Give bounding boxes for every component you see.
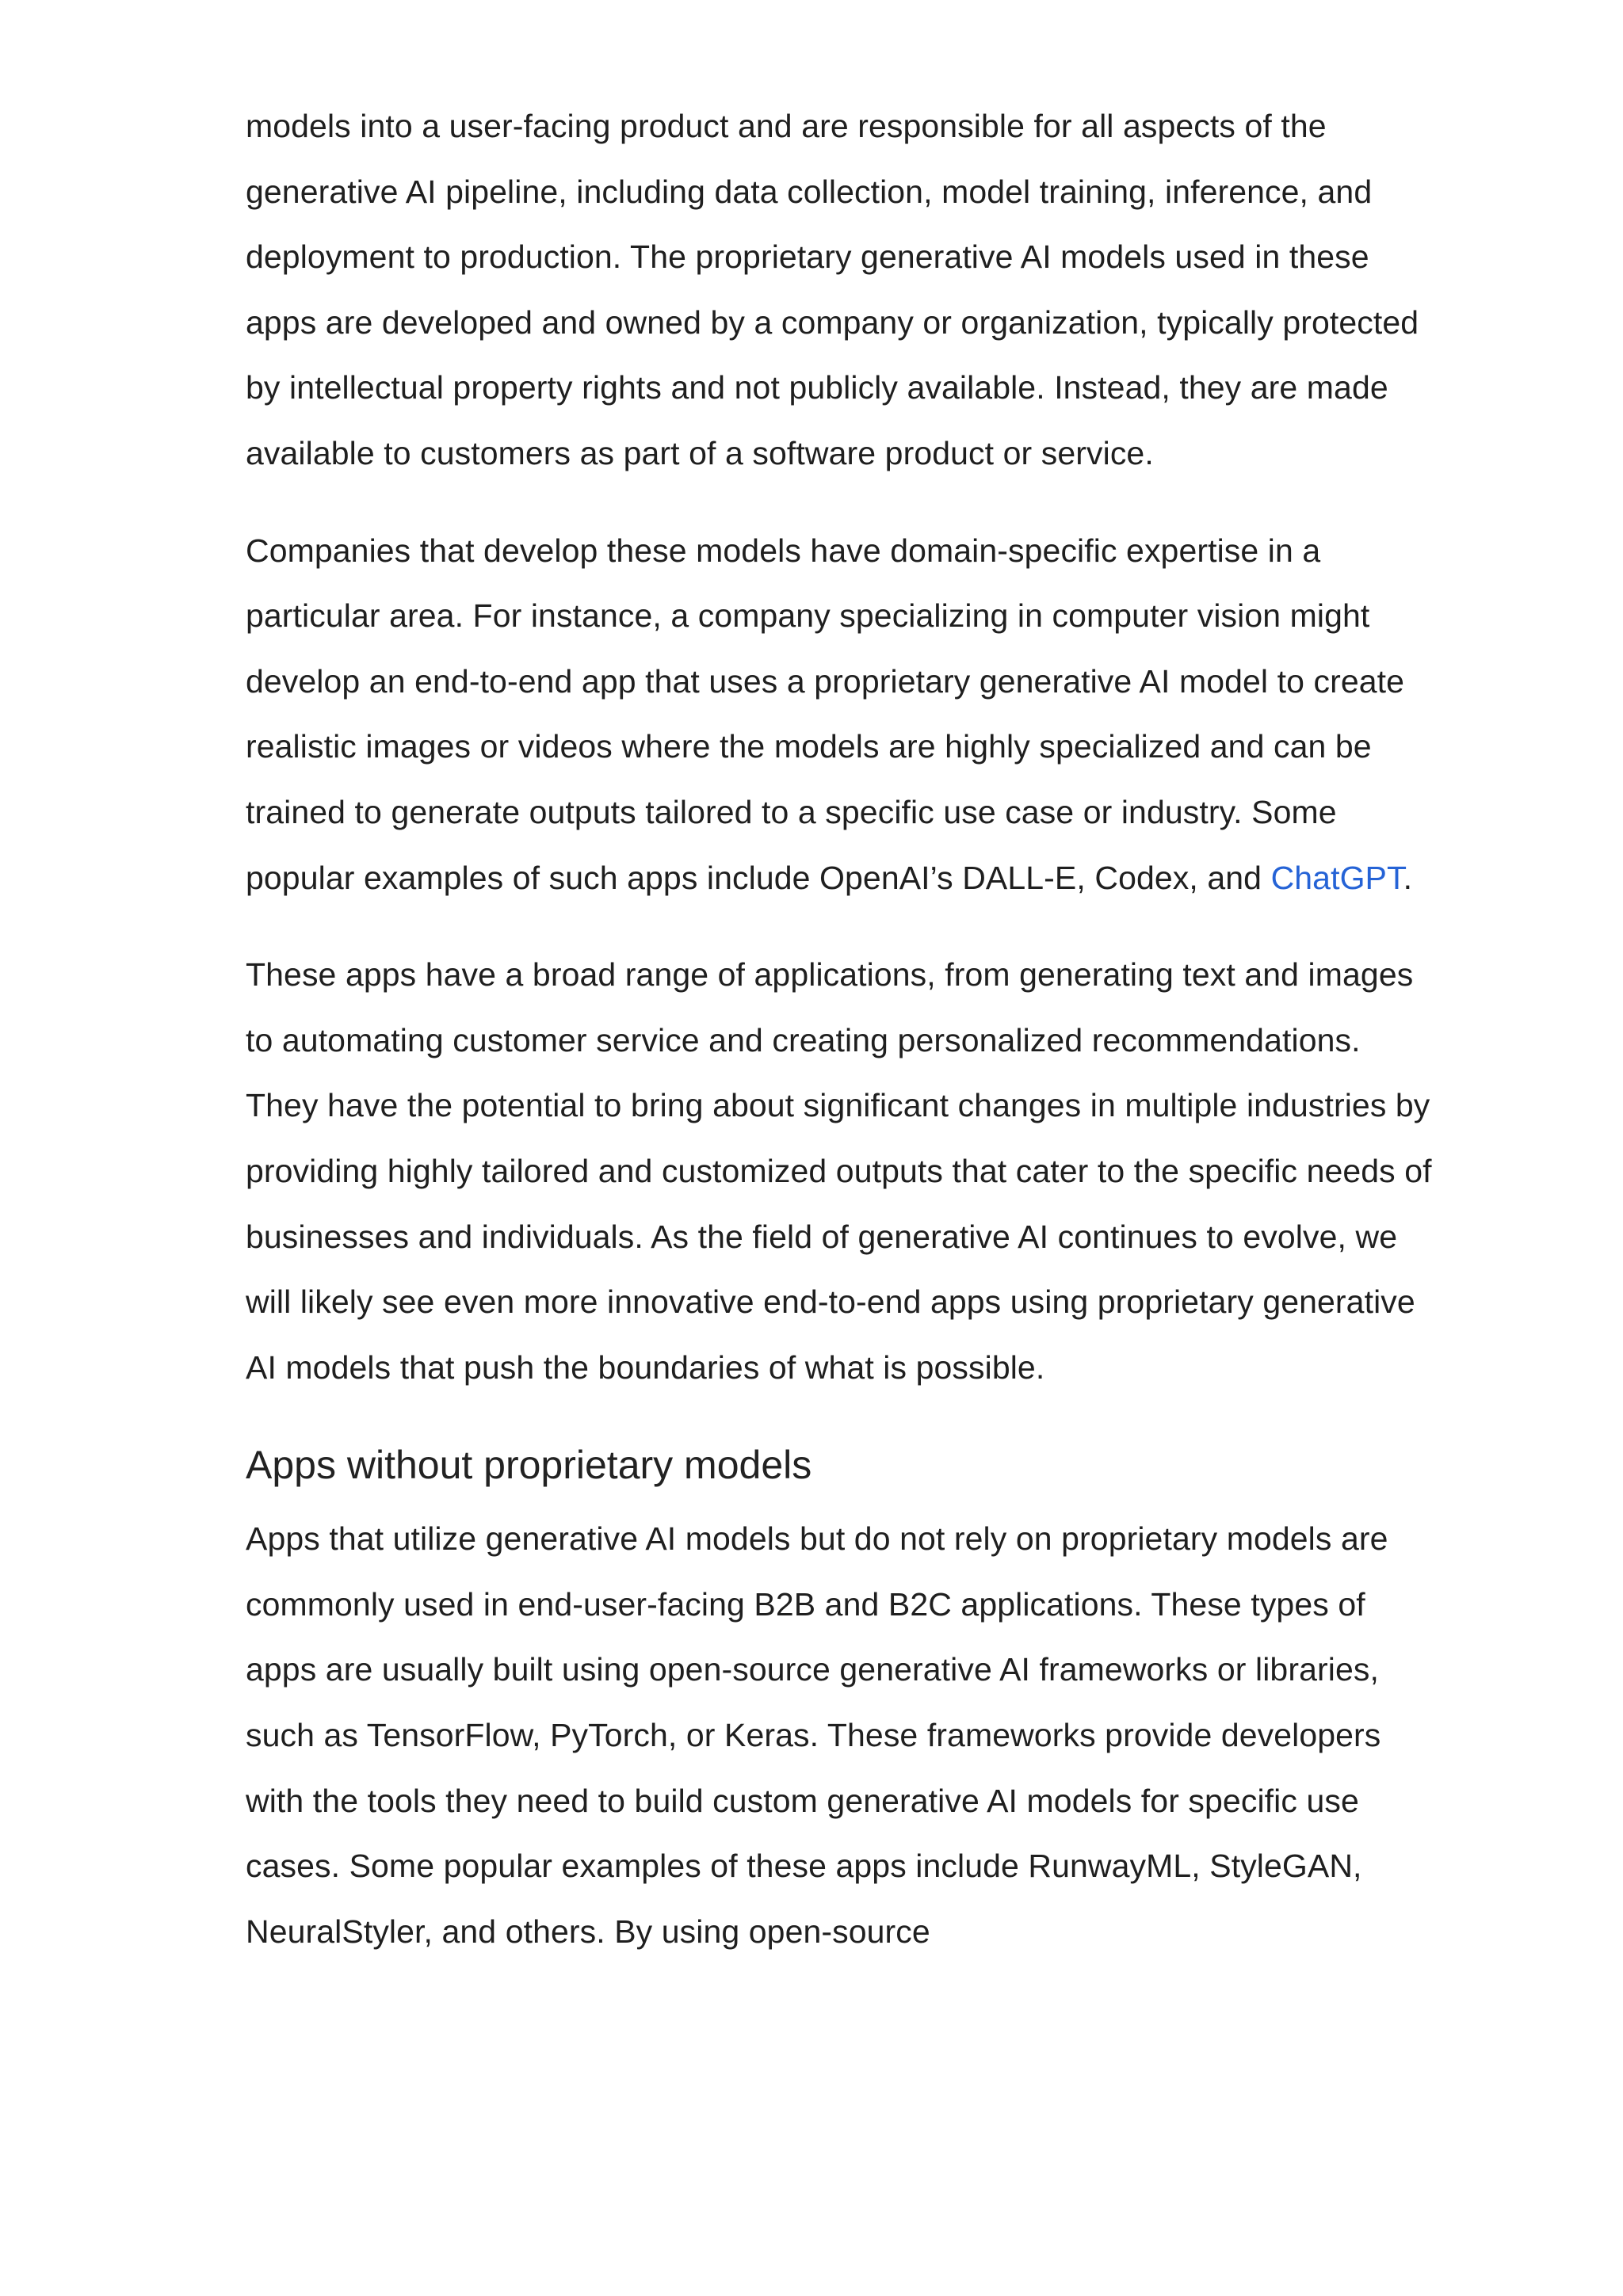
paragraph-proprietary-models: [246, 93, 1434, 486]
paragraph-text: Apps that utilize generative AI models but do not rely on proprietary models are commonly used in end-user-facing B2B and B2C applications. These types of apps are usually built using open-source generative AI frameworks or libraries, such as TensorFlow, PyTorch, or Keras. These frameworks provide developers with the tools they need to build custom generative AI models for specific use cases. Some popular examples of these apps include RunwayML, StyleGAN, NeuralStyler, and others. By using open-source: [246, 1520, 1388, 1950]
paragraph-applications: [246, 942, 1434, 1400]
paragraph-text: models into a user-facing product and are responsible for all aspects of the generative AI pipeline, including data collection, model training, inference, and deployment to production. The proprietary generative AI models used in these apps are developed and owned by a company or organization, typically protected by intellectual property rights and not publicly available. Instead, they are made available to customers as part of a software product or service.: [246, 108, 1419, 471]
paragraph-end-punctuation: .: [1403, 859, 1413, 896]
chatgpt-link[interactable]: ChatGPT: [1270, 859, 1403, 896]
paragraph-domain-expertise: [246, 518, 1434, 911]
article-body: [246, 93, 1434, 1964]
paragraph-text: Companies that develop these models have domain-specific expertise in a particular area. For instance, a company specializing in computer vision might develop an end-to-end app that uses a proprietary generative AI model to create realistic images or videos where the models are highly specialized and can be trained to generate outputs tailored to a specific use case or industry. Some popular examples of such apps include OpenAI’s DALL-E, Codex, and: [246, 532, 1405, 896]
section-heading: Apps without proprietary models: [246, 1443, 812, 1488]
paragraph-text: These apps have a broad range of applications, from generating text and images to automating customer service and creating personalized recommendations. They have the potential to bring about significant changes in multiple industries by providing highly tailored and customized outputs that cater to the specific needs of businesses and individuals. As the field of generative AI continues to evolve, we will likely see even more innovative end-to-end apps using proprietary generative AI models that push the boundaries of what is possible.: [246, 956, 1432, 1386]
paragraph-apps-without-proprietary: [246, 1506, 1434, 1964]
